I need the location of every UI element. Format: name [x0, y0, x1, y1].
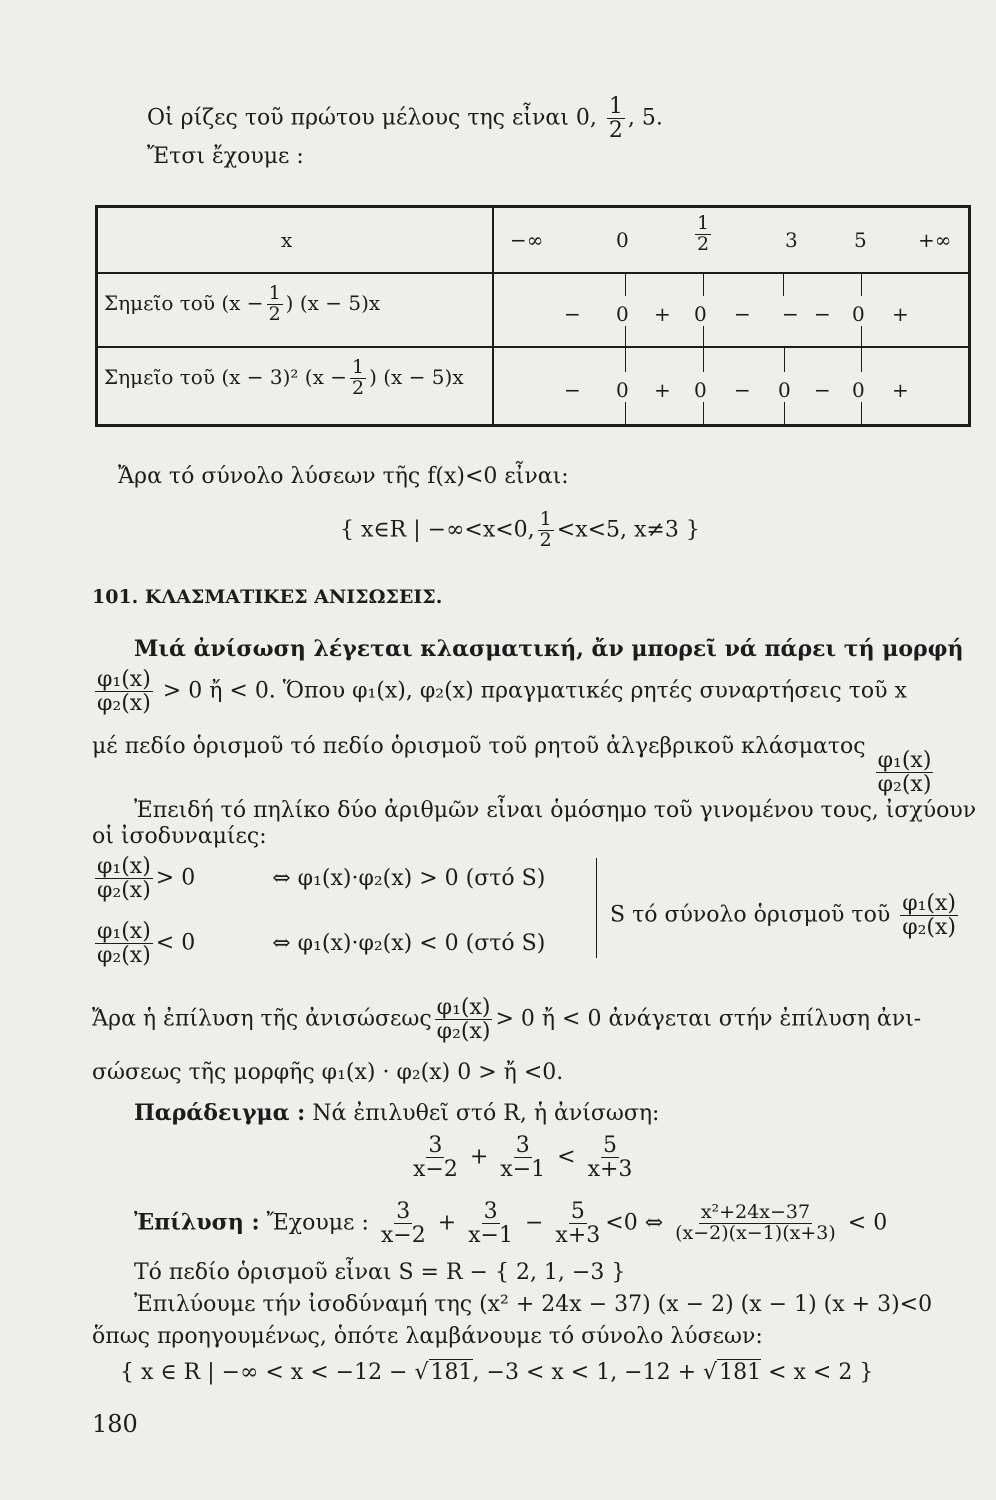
domain-statement: Τό πεδίο ὁρισμοῦ εἶναι S = R − { 2, 1, −3 } [134, 1260, 626, 1285]
equivalences-intro: οἱ ἰσοδυναμίες: [92, 824, 267, 849]
hence-line-cont: σώσεως τῆς μορφῆς φ₁(x) · φ₂(x) 0 > ἤ <0. [92, 1060, 564, 1085]
table-tick [625, 402, 626, 424]
row2-sign: − [564, 378, 581, 402]
solution-set-lead: Ἄρα τό σύνολο λύσεων τῆς f(x)<0 εἶναι: [118, 464, 569, 489]
row1-sign: 0 [616, 302, 629, 326]
page-number: 180 [92, 1410, 138, 1438]
row2-sign: 0 [616, 378, 629, 402]
table-point: −∞ [510, 228, 544, 252]
table-tick [703, 274, 704, 296]
table-tick [861, 274, 862, 296]
table-row-divider [98, 346, 968, 348]
row1-sign: − [814, 302, 831, 326]
table-tick [703, 402, 704, 424]
roots-line: Οἱ ρίζες τοῦ πρώτου μέλους της εἶναι 0, $\frac{1}{2}$ , 5. [147, 94, 663, 144]
table-point-half: $\frac{1}{2}$ [697, 212, 710, 255]
table-tick [784, 348, 785, 372]
equivalence-divider [596, 858, 597, 958]
s-note: S τό σύνολο ὁρισμοῦ τοῦ $\frac{\text{φ₁(x)}}{\text{φ₂(x)}}$ [610, 891, 956, 941]
row1-sign: + [892, 302, 909, 326]
table-tick [861, 348, 862, 372]
table-header-x: x [281, 228, 293, 252]
row2-sign: + [654, 378, 671, 402]
row2-sign: 0 [778, 378, 791, 402]
equivalence-1: $\frac{\text{φ₁(x)}}{\text{φ₂(x)}}$ > 0 ⇔ φ₁(x)·φ₂(x) > 0 (στό S) [97, 854, 546, 904]
row2-sign: 0 [694, 378, 707, 402]
row2-sign: + [892, 378, 909, 402]
table-tick [625, 274, 626, 296]
row1-sign: − [782, 302, 799, 326]
hence-line: Ἄρα ἡ ἐπίλυση τῆς ἀνισώσεως $\frac{\text{φ₁(x)}}{\text{φ₂(x)}}$ > 0 ἤ < 0 ἀνάγεται στήν ἐπίλυση ἀνι- [92, 995, 922, 1045]
solution-line: Ἐπίλυση : Ἔχουμε : $\frac{3}{x-2}$ + $\frac{3}{x-1}$ − $\frac{5}{x+3}$ <0 ⇔ $\frac{\text{x²+24x−37}}{(x-2)(x-1)(x+3)}$ < 0 [134, 1199, 888, 1249]
row1-sign: − [734, 302, 751, 326]
table-tick [625, 348, 626, 372]
row1-sign: 0 [694, 302, 707, 326]
as-before-line: ὅπως προηγουμένως, ὁπότε λαμβάνουμε τό σύνολο λύσεων: [92, 1324, 763, 1349]
table-point: 3 [785, 228, 798, 252]
sign-table [95, 205, 971, 427]
definition-line: Μιά ἀνίσωση λέγεται κλασματική, ἄν μπορεῖ νά πάρει τή μορφή [134, 636, 964, 662]
example-line: Παράδειγμα : Νά ἐπιλυθεῖ στό R, ἡ ἀνίσωση: [134, 1100, 660, 1126]
table-tick [703, 348, 704, 372]
row2-sign: − [734, 378, 751, 402]
so-we-have: Ἔτσι ἔχουμε : [147, 144, 304, 169]
row1-sign: 0 [852, 302, 865, 326]
row1-sign: − [564, 302, 581, 326]
table-tick [625, 326, 626, 346]
section-heading: 101. ΚΛΑΣΜΑΤΙΚΕΣ ΑΝΙΣΩΣΕΙΣ. [92, 586, 443, 608]
row2-sign: − [814, 378, 831, 402]
table-point: +∞ [918, 228, 952, 252]
equivalence-2: $\frac{\text{φ₁(x)}}{\text{φ₂(x)}}$ < 0 ⇔ φ₁(x)·φ₂(x) < 0 (στό S) [97, 919, 546, 969]
row2-label: Σημεῖο τοῦ (x − 3)² (x − $\frac{1}{2}$ ) (x − 5)x [104, 356, 464, 399]
table-tick [784, 402, 785, 424]
solve-equivalent: Ἐπιλύουμε τήν ἰσοδύναμή της (x² + 24x − 37) (x − 2) (x − 1) (x + 3)<0 [134, 1292, 933, 1317]
table-tick [703, 326, 704, 346]
table-tick [861, 326, 862, 346]
final-solution-set: { x ∈ R | −∞ < x < −12 − √181, −3 < x < 1, −12 + √181 < x < 2 } [120, 1360, 874, 1385]
row2-sign: 0 [852, 378, 865, 402]
since-line: Ἐπειδή τό πηλίκο δύο ἀριθμῶν εἶναι ὁμόσημο τοῦ γινομένου τους, ἰσχύουν [134, 798, 977, 823]
row1-label: Σημεῖο τοῦ (x − $\frac{1}{2}$ ) (x − 5)x [104, 282, 381, 325]
table-point: 0 [616, 228, 629, 252]
half-fraction: $\frac{1}{2}$ [608, 94, 623, 144]
table-point: 5 [854, 228, 867, 252]
row1-sign: + [654, 302, 671, 326]
solution-set-1: { x∈R | −∞<x<0, $\frac{1}{2}$ <x<5, x≠3 } [340, 508, 700, 551]
domain-line: μέ πεδίο ὁρισμοῦ τό πεδίο ὁρισμοῦ τοῦ ρητοῦ ἀλγεβρικοῦ κλάσματος $\frac{\text{φ₁(x)}}{\text{φ₂(x)}}$ [92, 734, 932, 798]
table-row-divider [98, 272, 968, 274]
table-column-divider [492, 208, 494, 424]
table-tick [783, 274, 784, 296]
definition-formula: $\frac{\text{φ₁(x)}}{\text{φ₂(x)}}$ > 0 ἤ < 0. Ὅπου φ₁(x), φ₂(x) πραγματικές ρητές συναρτήσεις τοῦ x [97, 667, 907, 717]
table-tick [861, 402, 862, 424]
example-inequality: $\frac{3}{x-2}$ + $\frac{3}{x-1}$ < $\frac{5}{x+3}$ [413, 1133, 633, 1183]
